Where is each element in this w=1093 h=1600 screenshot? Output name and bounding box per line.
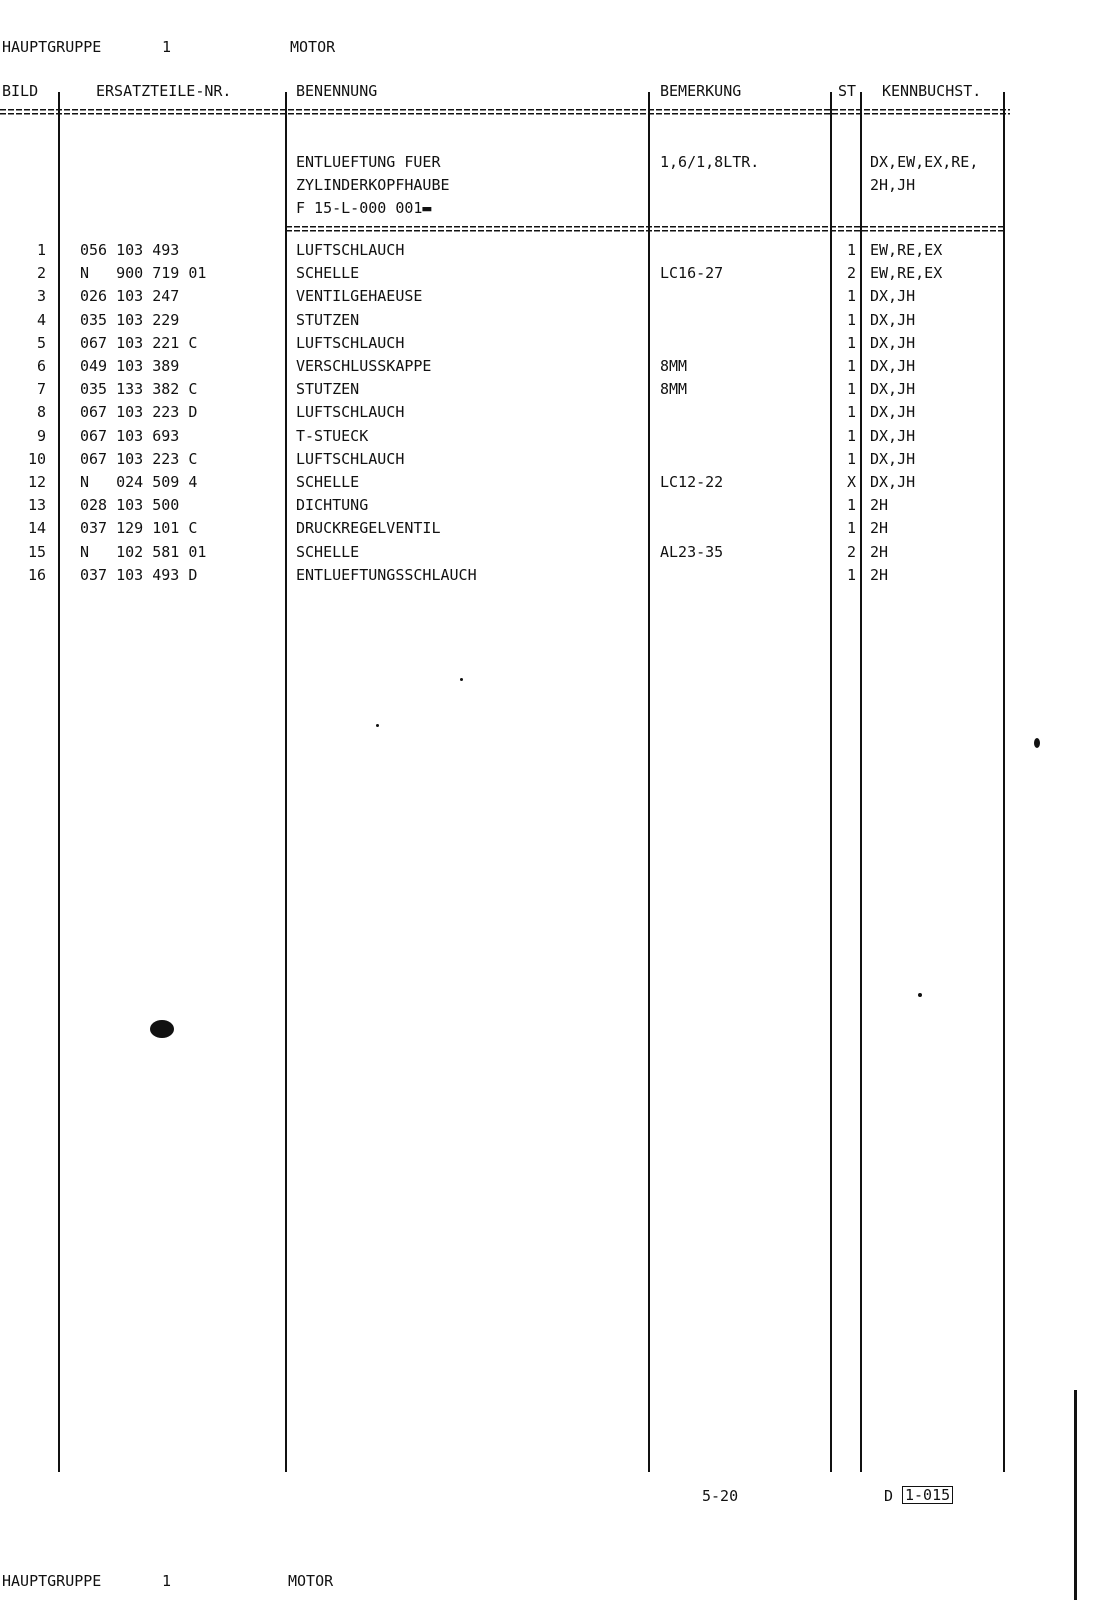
col-header-remark: BEMERKUNG [660,82,742,100]
group-label: HAUPTGRUPPE [2,38,102,56]
row-name: DICHTUNG [296,496,369,514]
row-bild: 5 [36,334,46,352]
row-part-number: 026 103 247 [80,287,180,305]
row-name: ENTLUEFTUNGSSCHLAUCH [296,566,477,584]
col-header-qty: ST [838,82,857,100]
section-title-line: ZYLINDERKOPFHAUBE [296,176,450,194]
row-codes: DX,JH [870,334,916,352]
col-header-bild: BILD [2,82,39,100]
col-divider-4 [830,92,832,1472]
row-name: LUFTSCHLAUCH [296,450,405,468]
col-header-name: BENENNUNG [296,82,378,100]
row-name: VERSCHLUSSKAPPE [296,357,432,375]
scan-speck [1034,738,1040,748]
row-name: STUTZEN [296,311,360,329]
row-part-number: 067 103 693 [80,427,180,445]
group-number: 1 [162,38,172,56]
row-qty: 1 [846,566,856,584]
row-qty: 1 [846,403,856,421]
footer-page-number: 5-20 [702,1487,739,1505]
row-name: LUFTSCHLAUCH [296,334,405,352]
col-header-codes: KENNBUCHST. [882,82,982,100]
row-part-number: 056 103 493 [80,241,180,259]
row-remark: LC12-22 [660,473,724,491]
row-qty: 1 [846,357,856,375]
row-remark: AL23-35 [660,543,724,561]
row-name: LUFTSCHLAUCH [296,241,405,259]
row-bild: 7 [36,380,46,398]
scan-speck [460,678,463,681]
row-qty: 1 [846,496,856,514]
row-codes: DX,JH [870,403,916,421]
next-page-group-number: 1 [162,1572,172,1590]
scan-speck [376,724,379,727]
row-codes: EW,RE,EX [870,241,943,259]
row-qty: 2 [846,543,856,561]
row-codes: DX,JH [870,357,916,375]
row-qty: 1 [846,334,856,352]
row-codes: 2H [870,519,889,537]
row-part-number: 035 103 229 [80,311,180,329]
section-double-rule [286,225,1004,233]
row-name: SCHELLE [296,264,360,282]
row-name: SCHELLE [296,543,360,561]
row-codes: DX,JH [870,311,916,329]
row-qty: 1 [846,427,856,445]
row-bild: 6 [36,357,46,375]
row-bild: 9 [36,427,46,445]
col-divider-5 [860,92,862,1472]
col-divider-6 [1003,92,1005,1472]
row-qty: X [846,473,856,491]
section-codes-line: DX,EW,EX,RE, [870,153,979,171]
row-part-number: 037 103 493 D [80,566,198,584]
row-name: T-STUECK [296,427,369,445]
row-codes: EW,RE,EX [870,264,943,282]
row-part-number: 067 103 221 C [80,334,198,352]
scan-blot [150,1020,174,1038]
row-bild: 4 [36,311,46,329]
row-bild: 3 [36,287,46,305]
row-remark: 8MM [660,357,688,375]
col-divider-3 [648,92,650,1472]
row-bild: 12 [27,473,46,491]
row-codes: DX,JH [870,450,916,468]
row-bild: 16 [27,566,46,584]
row-codes: DX,JH [870,380,916,398]
row-bild: 1 [36,241,46,259]
row-name: LUFTSCHLAUCH [296,403,405,421]
row-codes: 2H [870,543,889,561]
row-name: STUTZEN [296,380,360,398]
next-page-group-label: HAUPTGRUPPE [2,1572,102,1590]
row-part-number: 037 129 101 C [80,519,198,537]
row-name: SCHELLE [296,473,360,491]
row-part-number: 028 103 500 [80,496,180,514]
scan-speck [918,993,922,997]
row-remark: 8MM [660,380,688,398]
row-qty: 2 [846,264,856,282]
row-codes: DX,JH [870,287,916,305]
footer-reference-box: 1-015 [902,1486,953,1504]
row-part-number: 035 133 382 C [80,380,198,398]
row-part-number: N 024 509 4 [80,473,198,491]
section-codes-line: 2H,JH [870,176,916,194]
row-part-number: 067 103 223 D [80,403,198,421]
row-part-number: N 900 719 01 [80,264,207,282]
row-codes: 2H [870,496,889,514]
row-part-number: 049 103 389 [80,357,180,375]
header-double-rule [0,108,1010,116]
col-divider-1 [58,92,60,1472]
row-remark: LC16-27 [660,264,724,282]
row-bild: 2 [36,264,46,282]
row-qty: 1 [846,519,856,537]
row-qty: 1 [846,450,856,468]
section-title-line: F 15-L-000 001▬ [296,199,432,217]
row-qty: 1 [846,380,856,398]
row-bild: 8 [36,403,46,421]
next-page-group-name: MOTOR [288,1572,334,1590]
section-title-line: ENTLUEFTUNG FUER [296,153,441,171]
row-bild: 15 [27,543,46,561]
footer-prefix: D [884,1487,894,1505]
row-qty: 1 [846,287,856,305]
row-bild: 13 [27,496,46,514]
row-part-number: 067 103 223 C [80,450,198,468]
group-name: MOTOR [290,38,336,56]
row-bild: 14 [27,519,46,537]
section-remark: 1,6/1,8LTR. [660,153,760,171]
col-header-part-no: ERSATZTEILE-NR. [96,82,232,100]
row-qty: 1 [846,311,856,329]
scan-edge-mark [1074,1390,1077,1600]
row-name: DRUCKREGELVENTIL [296,519,441,537]
row-name: VENTILGEHAEUSE [296,287,423,305]
row-codes: DX,JH [870,473,916,491]
col-divider-2 [285,92,287,1472]
row-codes: 2H [870,566,889,584]
row-codes: DX,JH [870,427,916,445]
row-qty: 1 [846,241,856,259]
row-part-number: N 102 581 01 [80,543,207,561]
row-bild: 10 [27,450,46,468]
